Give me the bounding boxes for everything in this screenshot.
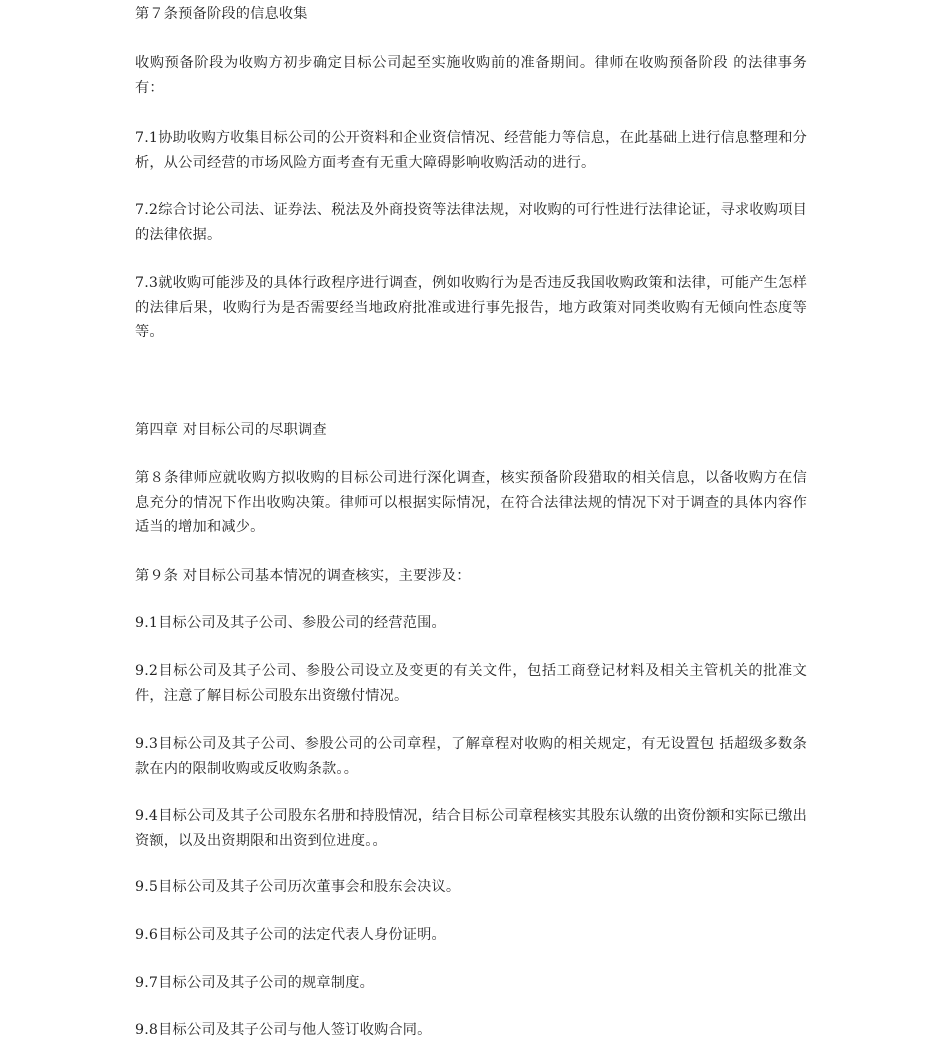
paragraph-9-6: 9.6目标公司及其子公司的法定代表人身份证明。 — [135, 927, 446, 943]
article-8-paragraph: 第８条律师应就收购方拟收购的目标公司进行深化调查，核实预备阶段猎取的相关信息，以备收购方在信息充分的情况下作出收购决策。律师可以根据实际情况，在符合法律法规的情况下对于调查的具体内容作适当的增加和减少。 — [135, 470, 807, 535]
paragraph-9-2: 9.2目标公司及其子公司、参股公司设立及变更的有关文件，包括工商登记材料及相关主管机关的批准文件，注意了解目标公司股东出资缴付情况。 — [135, 663, 807, 704]
paragraph-9-4: 9.4目标公司及其子公司股东名册和持股情况，结合目标公司章程核实其股东认缴的出资份额和实际已缴出资额，以及出资期限和出资到位进度。。 — [135, 808, 807, 849]
paragraph-7-2: 7.2综合讨论公司法、证券法、税法及外商投资等法律法规，对收购的可行性进行法律论证，寻求收购项目的法律依据。 — [135, 202, 807, 243]
article-9-heading: 第９条 对目标公司基本情况的调查核实，主要涉及： — [135, 568, 471, 584]
paragraph-preparation-intro: 收购预备阶段为收购方初步确定目标公司起至实施收购前的准备期间。律师在收购预备阶段 的法律事务有： — [135, 55, 807, 96]
paragraph-9-5: 9.5目标公司及其子公司历次董事会和股东会决议。 — [135, 879, 461, 895]
paragraph-7-1: 7.1协助收购方收集目标公司的公开资料和企业资信情况、经营能力等信息，在此基础上进行信息整理和分析，从公司经营的市场风险方面考查有无重大障碍影响收购活动的进行。 — [135, 130, 807, 171]
paragraph-9-7: 9.7目标公司及其子公司的规章制度。 — [135, 975, 374, 991]
chapter-4-heading: 第四章 对目标公司的尽职调查 — [135, 422, 327, 438]
paragraph-9-8: 9.8目标公司及其子公司与他人签订收购合同。 — [135, 1022, 432, 1038]
paragraph-9-1: 9.1目标公司及其子公司、参股公司的经营范围。 — [135, 615, 446, 631]
article-7-heading: 第７条预备阶段的信息收集 — [135, 6, 308, 22]
paragraph-9-3: 9.3目标公司及其子公司、参股公司的公司章程，了解章程对收购的相关规定，有无设置包 括超级多数条款在内的限制收购或反收购条款。。 — [135, 736, 807, 777]
paragraph-7-3: 7.3就收购可能涉及的具体行政程序进行调查，例如收购行为是否违反我国收购政策和法律，可能产生怎样的法律后果，收购行为是否需要经当地政府批准或进行事先报告，地方政策对同类收购有无倾向性态度等等。 — [135, 275, 807, 340]
